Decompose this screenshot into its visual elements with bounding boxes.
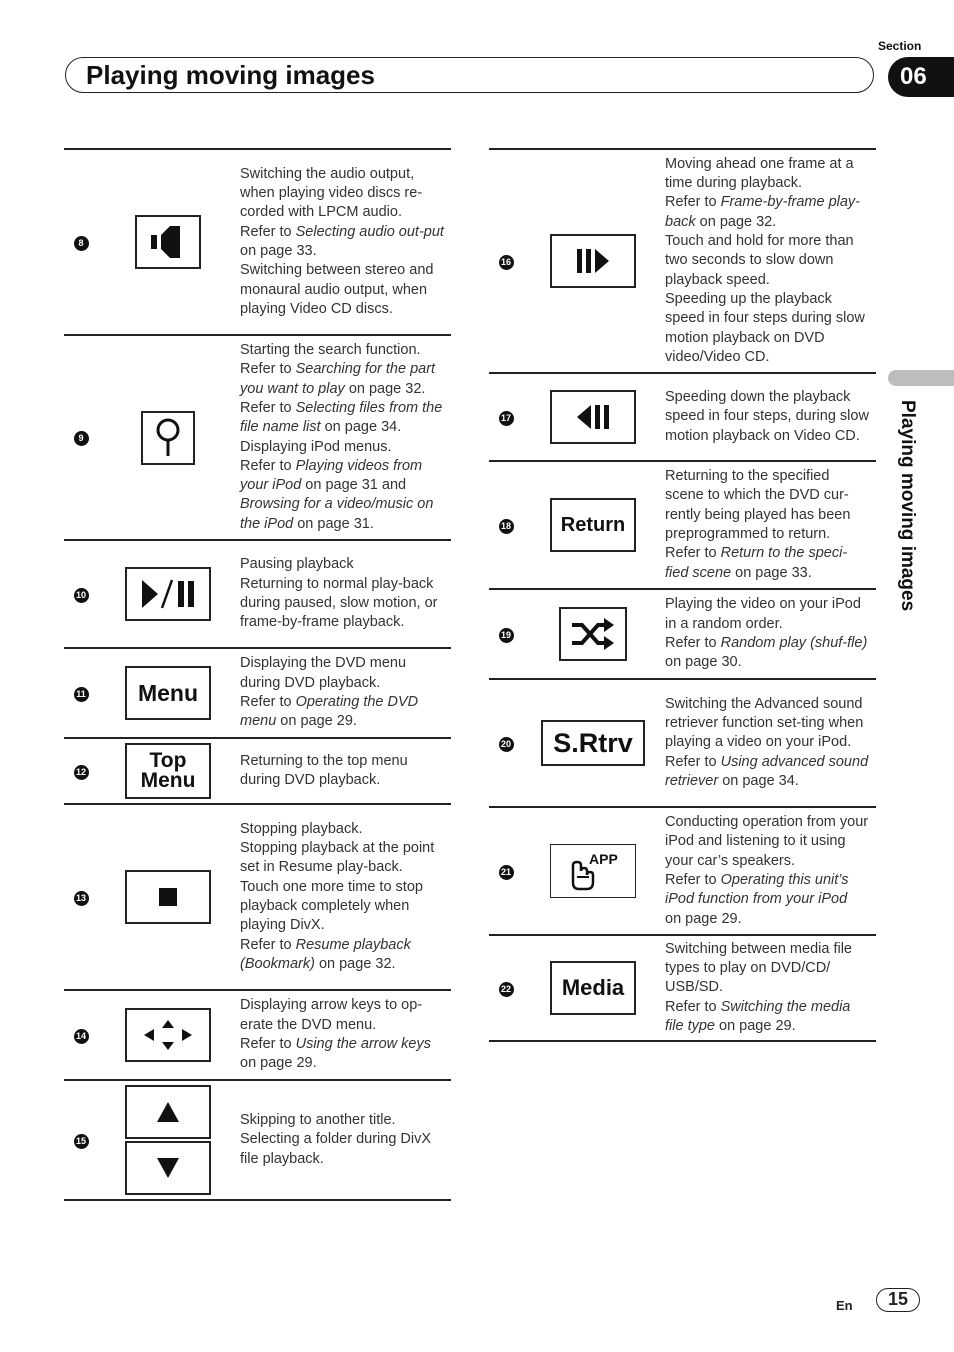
description-page-ref: on page 31. (293, 515, 374, 532)
description-line (665, 813, 870, 871)
item-description (238, 814, 451, 980)
item-description (663, 689, 876, 797)
controls-table-left (64, 148, 451, 1201)
description-text: Moving ahead one frame at a time during playback. (665, 155, 854, 192)
item-marker: 9 (64, 429, 98, 446)
controls-table-right (489, 148, 876, 1042)
side-tab-marker (888, 370, 954, 386)
description-page-ref: on page 29. (714, 1017, 796, 1034)
description-line (240, 341, 445, 360)
item-marker: 14 (64, 1027, 98, 1044)
description-line (240, 360, 445, 399)
menu-button-label: Menu (137, 679, 199, 706)
item-description (238, 648, 451, 737)
side-tab-label: Playing moving images (897, 400, 918, 612)
description-text: Touch one more time to stop playback completely when playing DivX. (240, 878, 423, 934)
item-marker: 15 (64, 1132, 98, 1149)
table-row (489, 678, 876, 806)
table-row (64, 539, 451, 647)
description-page-ref: on page 33. (240, 243, 317, 259)
item-marker: 18 (489, 517, 523, 534)
description-page-ref: on page 32. (344, 380, 426, 397)
item-description (238, 1105, 451, 1175)
item-description (663, 382, 876, 452)
cross-reference-title: Operating this unit’s iPod function from your iPod (665, 872, 849, 908)
item-marker: 10 (64, 586, 98, 603)
description-line (665, 193, 870, 232)
stop-button[interactable] (125, 870, 211, 924)
cross-reference-title: Resume playback (Bookmark) (240, 936, 411, 972)
table-row (489, 372, 876, 460)
description-line (240, 1035, 445, 1074)
return-button-label: Return (560, 513, 626, 536)
description-line (665, 595, 870, 634)
description-line (240, 223, 445, 262)
description-text: Starting the search function. (240, 342, 421, 359)
table-row (64, 803, 451, 989)
description-page-ref: on page 32. (314, 955, 396, 972)
top-menu-button[interactable] (125, 743, 211, 799)
description-text: Returning to normal play-back during paused, slow motion, or frame-by-frame playback. (240, 575, 438, 631)
frame-forward-button[interactable] (550, 234, 636, 288)
description-text: Refer to (665, 998, 721, 1015)
description-page-ref: on page 29. (276, 713, 357, 730)
skip-up-button[interactable] (125, 1085, 211, 1139)
description-text: Switching the Advanced sound retriever function set-ting when playing a video on your iPod. (665, 695, 864, 751)
description-line (240, 457, 445, 496)
description-text: Refer to (665, 872, 721, 888)
title-bar (65, 57, 874, 93)
cross-reference-title: Selecting audio out-put (295, 223, 444, 240)
item-description (238, 990, 451, 1079)
cross-reference-title: Frame-by-frame play-back (665, 194, 860, 230)
cross-reference-title: Using advanced sound retriever (665, 753, 869, 789)
s-rtrv-button-label: S.Rtrv (553, 727, 633, 758)
up-triangle-icon (156, 1101, 180, 1123)
item-marker: 11 (64, 685, 98, 702)
top-menu-label-line2: Menu (140, 769, 196, 792)
description-text: Refer to (240, 399, 296, 416)
description-line (665, 910, 870, 929)
description-line (665, 290, 870, 367)
arrow-keys-icon (140, 1017, 196, 1053)
footer-page-number: 15 (876, 1288, 920, 1312)
skip-down-button[interactable] (125, 1141, 211, 1195)
table-row (489, 806, 876, 934)
app-button[interactable] (550, 844, 636, 898)
description-text: Switching between stereo and monaural audio output, when playing Video CD discs. (240, 262, 434, 317)
description-text: Switching between media file types to play on DVD/CD/ USB/SD. (665, 940, 852, 996)
description-text: Conducting operation from your iPod and listening to it using your car’s speakers. (665, 814, 869, 869)
cross-reference-title: Playing videos from your iPod (240, 457, 423, 494)
cross-reference-title: Operating the DVD menu (240, 694, 419, 730)
description-text: Refer to (665, 753, 721, 770)
shuffle-icon (568, 616, 618, 652)
item-marker: 17 (489, 409, 523, 426)
description-text: Stopping playback. (240, 820, 363, 837)
description-text: Refer to (665, 635, 721, 651)
section-number: 06 (888, 57, 954, 97)
search-button[interactable] (141, 411, 195, 465)
cross-reference-title: Using the arrow keys (295, 1036, 431, 1052)
media-button-label: Media (561, 975, 625, 1000)
cross-reference-title: Selecting files from the file name list (240, 399, 443, 436)
return-button[interactable] (550, 498, 636, 552)
description-text: Touch and hold for more than two seconds to slow down playback speed. (665, 233, 854, 288)
description-page-ref: on page 32. (695, 213, 777, 230)
description-text: Refer to (240, 223, 296, 240)
description-text: Refer to (665, 545, 721, 562)
section-label: Section (878, 39, 922, 53)
description-line (240, 1111, 445, 1130)
item-description (238, 159, 451, 325)
description-line (240, 438, 445, 457)
description-text: Returning to the top menu during DVD playback. (240, 752, 408, 788)
description-text: Displaying arrow keys to op-erate the DVD menu. (240, 997, 423, 1033)
description-text: Selecting a folder during DivX file playback. (240, 1131, 432, 1167)
description-page-ref: on page 30. (665, 654, 742, 671)
cross-reference-title: Random play (shuf-fle) (720, 635, 868, 651)
search-icon (151, 416, 185, 460)
audio-output-icon (148, 221, 188, 263)
item-marker: 13 (64, 889, 98, 906)
description-text: Speeding down the playback speed in four steps, during slow motion playback on Video CD. (665, 389, 869, 444)
description-line (665, 753, 870, 792)
description-line (240, 654, 445, 693)
description-line (665, 998, 870, 1037)
description-text: Refer to (240, 936, 296, 953)
table-row (64, 989, 451, 1079)
cross-reference-title: Switching the media file type (665, 998, 851, 1034)
media-button[interactable] (550, 961, 636, 1015)
table-row (489, 588, 876, 678)
item-description (663, 934, 876, 1042)
description-line (240, 996, 445, 1035)
item-description (663, 149, 876, 373)
cross-reference-title: Return to the speci-fied scene (665, 545, 848, 581)
table-row (489, 148, 876, 372)
description-line (665, 388, 870, 446)
frame-forward-icon (573, 246, 613, 276)
description-text: Displaying iPod menus. (240, 438, 392, 455)
table-row (489, 934, 876, 1042)
description-line (665, 232, 870, 290)
play-pause-button[interactable] (125, 567, 211, 621)
description-line (665, 634, 870, 673)
item-marker: 19 (489, 626, 523, 643)
item-marker: 20 (489, 735, 523, 752)
description-line (665, 544, 870, 583)
description-page-ref: on page 29. (240, 1055, 317, 1072)
cross-reference-title: Searching for the part you want to play (240, 361, 436, 397)
cross-reference-title: Browsing for a video/music on the iPod (240, 496, 434, 532)
description-line (665, 940, 870, 998)
top-menu-label-line1: Top (149, 749, 187, 772)
stop-icon (158, 887, 178, 907)
table-row (64, 334, 451, 539)
description-line (240, 936, 445, 975)
description-text: Refer to (240, 457, 296, 474)
table-row (64, 647, 451, 737)
description-page-ref: on page 34. (718, 772, 799, 789)
description-line (240, 555, 445, 574)
item-description (238, 549, 451, 638)
description-line (240, 165, 445, 223)
description-text: Skipping to another title. (240, 1112, 396, 1129)
description-text: Switching the audio output, when playing video discs re-corded with LPCM audio. (240, 165, 423, 221)
menu-button[interactable] (125, 666, 211, 720)
description-text: Refer to (240, 1036, 296, 1052)
item-marker: 12 (64, 763, 98, 780)
item-marker: 22 (489, 980, 523, 997)
description-text: on page 29. (665, 910, 742, 927)
description-text: Returning to the specified scene to which the DVD cur-rently being played has been preprogrammed to return. (665, 468, 851, 542)
table-row (489, 460, 876, 588)
description-line (240, 495, 445, 534)
description-text: Stopping playback at the point set in Resume play-back. (240, 840, 435, 876)
description-line (240, 399, 445, 438)
description-line (665, 155, 870, 194)
description-line (240, 1130, 445, 1169)
app-icon-label: APP (589, 851, 618, 867)
description-line (665, 871, 870, 910)
play-pause-icon (136, 576, 200, 612)
page-title: Playing moving images (86, 60, 375, 90)
item-marker: 8 (64, 234, 98, 251)
table-row (64, 737, 451, 803)
description-text: Pausing playback (240, 556, 354, 573)
item-description (663, 589, 876, 678)
description-line (240, 261, 445, 319)
description-line (240, 752, 445, 791)
item-description (663, 461, 876, 589)
table-row (64, 1079, 451, 1201)
audio-button[interactable] (135, 215, 201, 269)
item-description (238, 746, 451, 797)
up-down-icon (156, 1157, 180, 1179)
description-text: Refer to (240, 694, 296, 710)
slow-reverse-icon (573, 402, 613, 432)
description-line (240, 693, 445, 732)
arrow-keys-button[interactable] (125, 1008, 211, 1062)
description-text: Refer to (240, 361, 296, 378)
description-page-ref: on page 34. (320, 419, 402, 436)
shuffle-button[interactable] (559, 607, 627, 661)
description-line (665, 695, 870, 753)
description-text: Displaying the DVD menu during DVD playback. (240, 655, 407, 691)
description-text: Playing the video on your iPod in a random order. (665, 596, 861, 632)
item-marker: 16 (489, 253, 523, 270)
description-line (240, 839, 445, 878)
item-description (238, 335, 451, 540)
s-rtrv-button[interactable] (541, 720, 645, 766)
slow-reverse-button[interactable] (550, 390, 636, 444)
item-marker: 21 (489, 863, 523, 880)
footer-language: En (836, 1298, 853, 1313)
description-line (665, 467, 870, 544)
description-text: Speeding up the playback speed in four steps during slow motion playback on DVD video/Video CD. (665, 290, 865, 365)
description-line (240, 878, 445, 936)
description-line (240, 820, 445, 839)
description-text: Refer to (665, 194, 721, 211)
description-page-ref: on page 33. (731, 564, 812, 581)
description-line (240, 575, 445, 633)
table-row (64, 148, 451, 334)
description-page-ref: on page 31 and (301, 477, 407, 494)
item-description (663, 807, 876, 935)
